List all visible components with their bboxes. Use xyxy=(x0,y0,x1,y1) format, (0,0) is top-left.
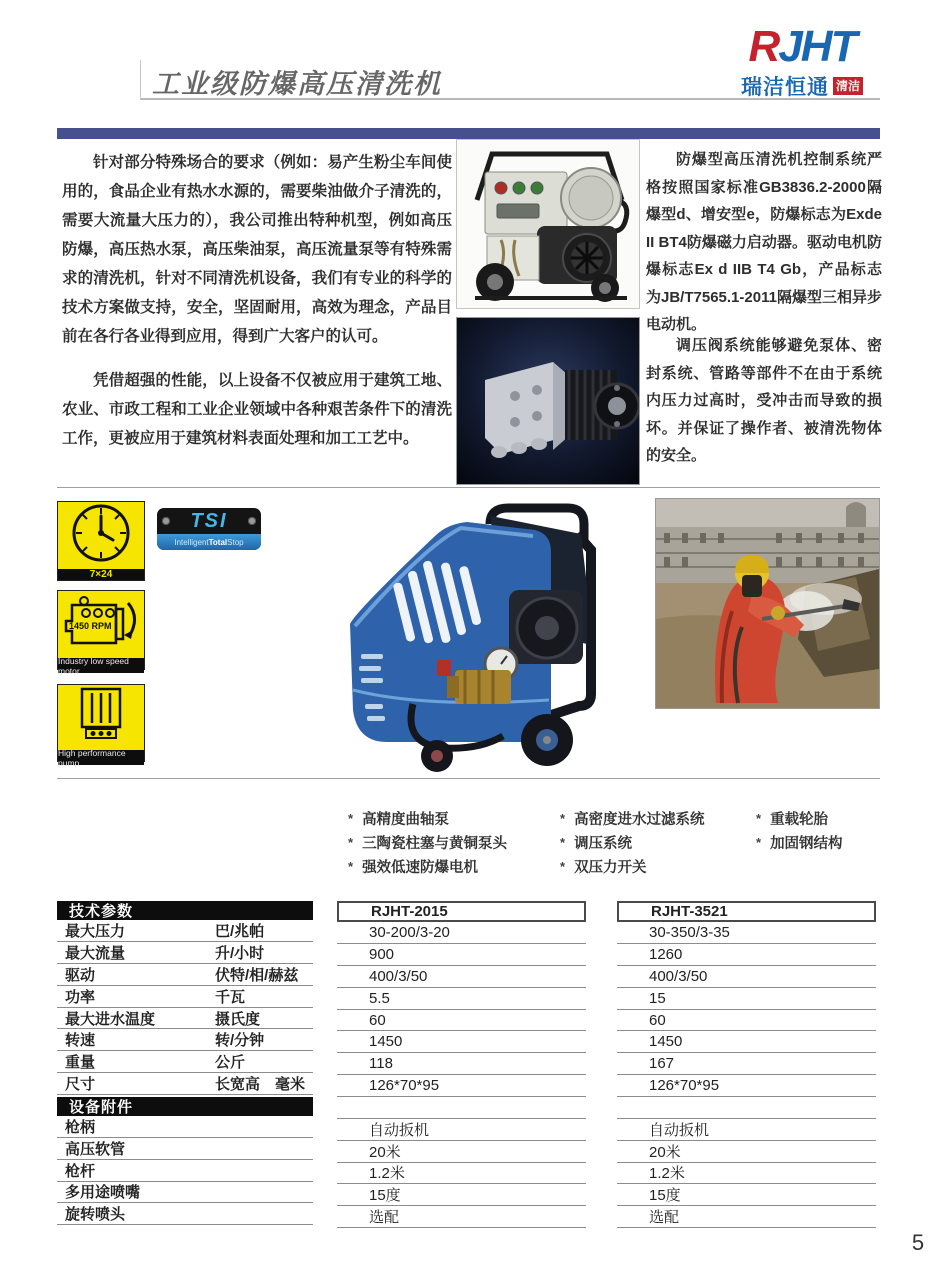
table-row xyxy=(337,1075,586,1097)
table-row xyxy=(57,986,313,1008)
specs-section-header: 技术参数 xyxy=(57,901,313,920)
table-row xyxy=(617,1163,876,1185)
logo-letter-r: R xyxy=(748,22,779,71)
worker-illustration xyxy=(656,499,879,708)
accessory-value: 自动扳机 xyxy=(649,1121,710,1139)
asterisk-icon: * xyxy=(756,810,762,826)
spec-unit: 升/小时 xyxy=(215,944,265,962)
intro-left-paragraph-1: 针对部分特殊场合的要求（例如：易产生粉尘车间使用的，食品企业有热水水源的，需要柴油做介子清洗的，需要大流量大压力的），我公司推出特种机型，例如高压防爆，高压热水泵，高压柴油泵，高压流量泵等有特殊需求的清洗机，针对不同清洗机设备，我们有专业的科学的技术方案做支持，安全，坚固耐用，高效为理念，产品目前在各行各业得到应用，得到广大客户的认可。 xyxy=(62,154,452,345)
accessory-label: 多用途喷嘴 xyxy=(65,1184,141,1202)
model-2015-table xyxy=(337,901,586,1228)
spec-label: 尺寸 xyxy=(65,1076,96,1094)
accessories-section-header: 设备附件 xyxy=(57,1097,313,1116)
horizontal-divider-bottom xyxy=(57,778,880,779)
spec-label: 转速 xyxy=(65,1032,96,1050)
spec-unit: 公斤 xyxy=(215,1054,246,1072)
accessory-label: 枪杆 xyxy=(65,1162,96,1180)
tsi-tagline-stop: Stop xyxy=(227,537,244,547)
table-row xyxy=(57,1073,313,1095)
logo-wordmark xyxy=(722,24,882,70)
spec-label: 最大压力 xyxy=(65,922,126,940)
feature-item xyxy=(560,830,632,855)
intro-right-paragraph-1: 防爆型高压清洗机控制系统严格按照国家标准GB3836.2-2000隔爆型d、增安型e，防爆标志为Exde II BT4防爆磁力启动器。驱动电机防爆标志Ex d IIB T4 Gb，产品标志为JB/T7565.1-2011隔爆型三相异步电动机。 xyxy=(646,151,882,333)
feature-label: 高精度曲轴泵 xyxy=(362,811,450,828)
spec-label: 最大进水温度 xyxy=(65,1010,156,1028)
page-number: 5 xyxy=(911,1230,925,1255)
feature-label: 加固钢结构 xyxy=(770,835,843,852)
table-row xyxy=(57,1160,313,1182)
spec-value: 30-350/3-35 xyxy=(649,923,730,941)
blue-washer-photo xyxy=(295,494,655,782)
table-row xyxy=(57,1182,313,1204)
tsi-logo xyxy=(157,508,261,550)
screw-icon xyxy=(162,517,170,525)
accessory-value: 15度 xyxy=(369,1187,401,1205)
table-row xyxy=(617,922,876,944)
machine-illustration xyxy=(457,140,639,308)
accessory-label: 枪柄 xyxy=(65,1119,96,1137)
feature-label: 调压系统 xyxy=(574,835,633,852)
accessory-value: 选配 xyxy=(369,1209,400,1227)
accessory-label: 旋转喷头 xyxy=(65,1206,126,1224)
spec-value: 1260 xyxy=(649,945,683,963)
pump-icon xyxy=(58,685,144,750)
feature-item xyxy=(348,806,449,831)
table-row xyxy=(57,1138,313,1160)
logo-subtext-row xyxy=(722,71,882,101)
table-row xyxy=(337,1031,586,1053)
accessory-value: 15度 xyxy=(649,1187,681,1205)
spec-value: 126*70*95 xyxy=(649,1077,720,1095)
spec-label: 功率 xyxy=(65,988,96,1006)
spec-value: 900 xyxy=(369,945,395,963)
table-row xyxy=(337,1163,586,1185)
pump-illustration xyxy=(457,318,639,484)
feature-item xyxy=(560,806,705,831)
spec-label: 驱动 xyxy=(65,966,96,984)
spec-value: 5.5 xyxy=(369,989,390,1007)
clock-icon xyxy=(58,502,144,569)
spec-value: 1450 xyxy=(369,1033,403,1051)
table-row xyxy=(617,1119,876,1141)
section-divider-bar xyxy=(57,128,880,139)
blue-washer-illustration xyxy=(295,494,655,782)
tsi-tagline-intelligent: Intelligent xyxy=(174,537,209,547)
table-row xyxy=(617,944,876,966)
table-row xyxy=(617,1053,876,1075)
model-name-header: RJHT-2015 xyxy=(337,901,586,922)
table-row xyxy=(337,922,586,944)
spec-value: 60 xyxy=(369,1011,386,1029)
feature-label: 重载轮胎 xyxy=(770,811,829,828)
empty-row xyxy=(617,1097,876,1119)
table-row xyxy=(617,1141,876,1163)
table-row xyxy=(617,1206,876,1228)
accessory-value: 20米 xyxy=(649,1143,681,1161)
intro-right-paragraph-2: 调压阀系统能够避免泵体、密封系统、管路等部件不在由于系统内压力过高时，受冲击而导致的损坏。并保证了操作者、被清洗物体的安全。 xyxy=(646,337,882,464)
asterisk-icon: * xyxy=(560,834,566,850)
accessory-value: 自动扳机 xyxy=(369,1121,430,1139)
feature-item xyxy=(756,830,843,855)
model-name-header: RJHT-3521 xyxy=(617,901,876,922)
spec-label: 重量 xyxy=(65,1054,96,1072)
spec-unit: 千瓦 xyxy=(215,988,246,1006)
table-row xyxy=(57,1029,313,1051)
table-row xyxy=(337,1206,586,1228)
spec-value: 15 xyxy=(649,989,666,1007)
spec-value: 400/3/50 xyxy=(649,967,708,985)
table-row xyxy=(617,988,876,1010)
table-row xyxy=(337,1053,586,1075)
table-row xyxy=(57,964,313,986)
logo-chinese-name: 瑞洁恒通 xyxy=(740,76,829,99)
feature-label: 三陶瓷柱塞与黄铜泵头 xyxy=(362,835,508,852)
table-row xyxy=(617,1010,876,1032)
tsi-tagline xyxy=(157,534,261,550)
spec-value: 400/3/50 xyxy=(369,967,428,985)
screw-icon xyxy=(248,517,256,525)
asterisk-icon: * xyxy=(348,858,354,874)
feature-item xyxy=(348,854,478,879)
table-row xyxy=(57,1116,313,1138)
page-title: 工业级防爆高压清洗机 xyxy=(152,69,442,99)
feature-item xyxy=(756,806,828,831)
logo-letters-jht: JHT xyxy=(778,22,856,71)
table-row xyxy=(57,942,313,964)
table-row xyxy=(337,966,586,988)
badge-7x24-label: 7×24 xyxy=(58,569,144,580)
accessory-value: 1.2米 xyxy=(369,1165,405,1183)
tsi-wordmark: TSI xyxy=(190,509,228,532)
table-row xyxy=(57,1203,313,1225)
explosion-proof-machine-photo xyxy=(456,139,640,309)
company-logo xyxy=(722,24,882,101)
feature-item xyxy=(348,830,507,855)
horizontal-divider-top xyxy=(57,487,880,488)
badge-pump-label: High performance pump xyxy=(58,750,144,765)
badge-high-performance-pump xyxy=(57,684,145,768)
asterisk-icon: * xyxy=(348,834,354,850)
spec-label: 最大流量 xyxy=(65,944,126,962)
spec-unit: 摄氏度 xyxy=(215,1010,261,1028)
table-row xyxy=(57,920,313,942)
spec-unit: 转/分钟 xyxy=(215,1032,265,1050)
badge-low-speed-motor xyxy=(57,590,145,676)
table-row xyxy=(337,1119,586,1141)
table-row xyxy=(617,1031,876,1053)
table-row xyxy=(617,1075,876,1097)
table-row xyxy=(337,1010,586,1032)
accessory-value: 20米 xyxy=(369,1143,401,1161)
table-row xyxy=(337,944,586,966)
spec-value: 167 xyxy=(649,1055,675,1073)
motor-rpm-text: 1450 RPM xyxy=(69,621,112,631)
spec-unit: 伏特/相/赫兹 xyxy=(215,966,299,984)
table-row xyxy=(337,1141,586,1163)
feature-item xyxy=(560,854,647,879)
worker-application-photo xyxy=(655,498,880,709)
model-3521-table xyxy=(617,901,876,1228)
spec-unit: 长宽高 毫米 xyxy=(215,1076,306,1094)
table-row xyxy=(57,1008,313,1030)
empty-row xyxy=(337,1097,586,1119)
spec-value: 118 xyxy=(369,1055,393,1073)
accessory-label: 高压软管 xyxy=(65,1140,126,1158)
feature-label: 强效低速防爆电机 xyxy=(362,859,479,876)
pump-unit-photo xyxy=(456,317,640,485)
logo-clean-badge: 清洁 xyxy=(833,77,863,95)
spec-value: 1450 xyxy=(649,1033,683,1051)
asterisk-icon: * xyxy=(756,834,762,850)
asterisk-icon: * xyxy=(560,858,566,874)
spec-value: 126*70*95 xyxy=(369,1077,440,1095)
badge-motor-label: Industry low speed motor xyxy=(58,658,144,673)
spec-unit: 巴/兆帕 xyxy=(215,922,265,940)
tsi-logo-top xyxy=(157,508,261,534)
badge-7x24 xyxy=(57,501,145,581)
table-row xyxy=(617,1184,876,1206)
accessory-value: 1.2米 xyxy=(649,1165,685,1183)
accessory-value: 选配 xyxy=(649,1209,680,1227)
spec-labels-table xyxy=(57,901,313,1225)
table-row xyxy=(617,966,876,988)
feature-label: 双压力开关 xyxy=(574,859,647,876)
tsi-tagline-total: Total xyxy=(208,537,228,547)
spec-value: 60 xyxy=(649,1011,666,1029)
table-row xyxy=(337,988,586,1010)
feature-label: 高密度进水过滤系统 xyxy=(574,811,705,828)
motor-icon xyxy=(58,591,144,658)
spec-value: 30-200/3-20 xyxy=(369,923,450,941)
asterisk-icon: * xyxy=(348,810,354,826)
table-row xyxy=(337,1184,586,1206)
asterisk-icon: * xyxy=(560,810,566,826)
table-row xyxy=(57,1051,313,1073)
intro-left-paragraph-2: 凭借超强的性能，以上设备不仅被应用于建筑工地、农业、市政工程和工业企业领域中各种艰苦条件下的清洗工作，更被应用于建筑材料表面处理和加工工艺中。 xyxy=(62,372,452,447)
